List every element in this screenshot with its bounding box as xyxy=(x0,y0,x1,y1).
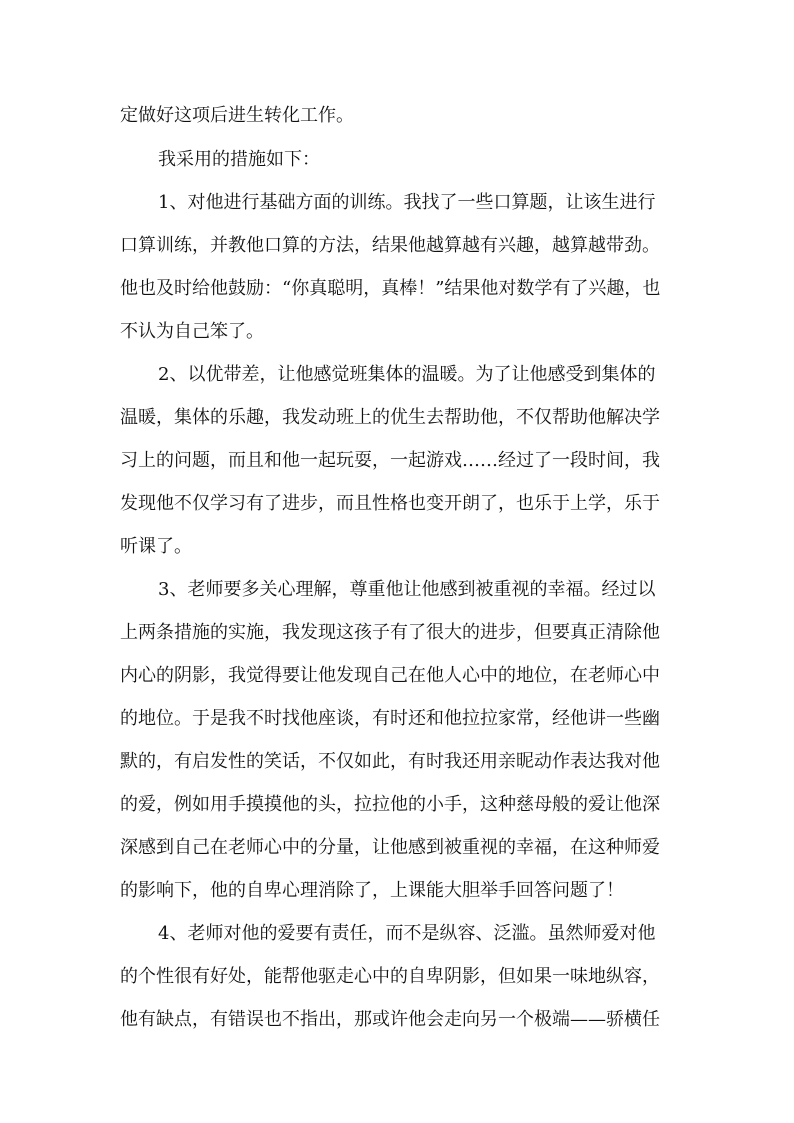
text-line: 1、对他进行基础方面的训练。我找了一些口算题，让该生进行 xyxy=(158,192,656,213)
text-line: 他有缺点，有错误也不指出，那或许他会走向另一个极端——骄横任 xyxy=(120,1009,660,1030)
text-line: 的爱，例如用手摸摸他的头，拉拉他的小手，这种慈母般的爱让他深 xyxy=(120,794,660,815)
text-line: 的地位。于是我不时找他座谈，有时还和他拉拉家常，经他讲一些幽 xyxy=(120,708,660,729)
text-line: 我采用的措施如下： xyxy=(158,149,320,170)
text-line: 默的，有启发性的笑话，不仅如此，有时我还用亲昵动作表达我对他 xyxy=(120,751,660,772)
text-line: 他也及时给他鼓励：“你真聪明，真棒！”结果他对数学有了兴趣，也 xyxy=(120,278,661,299)
text-line: 内心的阴影，我觉得要让他发现自己在他人心中的地位，在老师心中 xyxy=(120,665,660,686)
text-line: 习上的问题，而且和他一起玩耍，一起游戏……经过了一段时间，我 xyxy=(120,450,660,471)
text-line: 定做好这项后进生转化工作。 xyxy=(120,105,354,126)
text-line: 听课了。 xyxy=(120,536,192,557)
text-line: 口算训练，并教他口算的方法，结果他越算越有兴趣，越算越带劲。 xyxy=(120,235,660,256)
text-line: 4、老师对他的爱要有责任，而不是纵容、泛滥。虽然师爱对他 xyxy=(158,923,656,944)
text-line: 的个性很有好处，能帮他驱走心中的自卑阴影，但如果一味地纵容， xyxy=(120,966,660,987)
text-line: 3、老师要多关心理解，尊重他让他感到被重视的幸福。经过以 xyxy=(158,579,656,600)
text-line: 发现他不仅学习有了进步，而且性格也变开朗了，也乐于上学，乐于 xyxy=(120,493,660,514)
text-line: 深感到自己在老师心中的分量，让他感到被重视的幸福，在这种师爱 xyxy=(120,837,660,858)
text-line: 上两条措施的实施，我发现这孩子有了很大的进步，但要真正清除他 xyxy=(120,622,660,643)
text-line: 2、以优带差，让他感觉班集体的温暖。为了让他感受到集体的 xyxy=(158,364,656,385)
text-line: 温暖，集体的乐趣，我发动班上的优生去帮助他，不仅帮助他解决学 xyxy=(120,407,660,428)
text-line: 不认为自己笨了。 xyxy=(120,321,264,342)
text-line: 的影响下，他的自卑心理消除了，上课能大胆举手回答问题了！ xyxy=(120,880,624,901)
